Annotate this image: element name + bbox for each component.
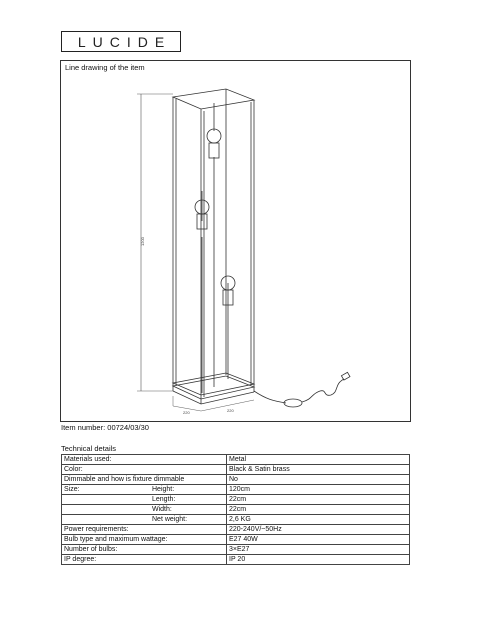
spec-label [62,515,227,525]
spec-value: 220-240V/~50Hz [227,525,410,535]
spec-label: Power requirements: [62,525,227,535]
spec-label: Color: [62,465,227,475]
spec-label: Bulb type and maximum wattage: [62,535,227,545]
floor-lamp-drawing [61,61,410,421]
spec-row [62,555,410,565]
spec-sublabel: Width: [152,506,172,513]
spec-value: Metal [227,455,410,465]
spec-label: Number of bulbs: [62,545,227,555]
technical-details-table [61,454,410,565]
spec-value: 22cm [227,495,410,505]
spec-row [62,545,410,555]
drawing-caption: Line drawing of the item [65,63,145,72]
dimension-height-label: 1200 [140,237,145,246]
spec-value: 22cm [227,505,410,515]
spec-row [62,535,410,545]
spec-sublabel: Length: [152,496,176,503]
spec-row [62,455,410,465]
spec-label: Dimmable and how is fixture dimmable [62,475,227,485]
dimension-length-label: 220 [183,410,190,415]
line-drawing-panel [60,60,411,422]
item-number: Item number: 00724/03/30 [61,423,149,432]
spec-row [62,505,410,515]
spec-row [62,475,410,485]
spec-value: Black & Satin brass [227,465,410,475]
spec-row [62,515,410,525]
technical-details-title: Technical details [61,444,117,453]
spec-label [62,505,227,515]
spec-row [62,525,410,535]
spec-sublabel: Net weight: [152,516,188,523]
spec-sublabel: Height: [152,486,175,493]
spec-label: Materials used: [62,455,227,465]
dimension-width-label: 220 [227,408,234,413]
brand-logo: LUCIDE [61,31,181,52]
spec-value: No [227,475,410,485]
spec-group-label: Size: [64,486,80,493]
spec-value: E27 40W [227,535,410,545]
spec-row [62,485,410,495]
spec-row [62,495,410,505]
spec-value: 3×E27 [227,545,410,555]
spec-label: IP degree: [62,555,227,565]
spec-value: 2,6 KG [227,515,410,525]
spec-value: 120cm [227,485,410,495]
spec-label [62,495,227,505]
spec-label [62,485,227,495]
spec-value: IP 20 [227,555,410,565]
spec-row [62,465,410,475]
